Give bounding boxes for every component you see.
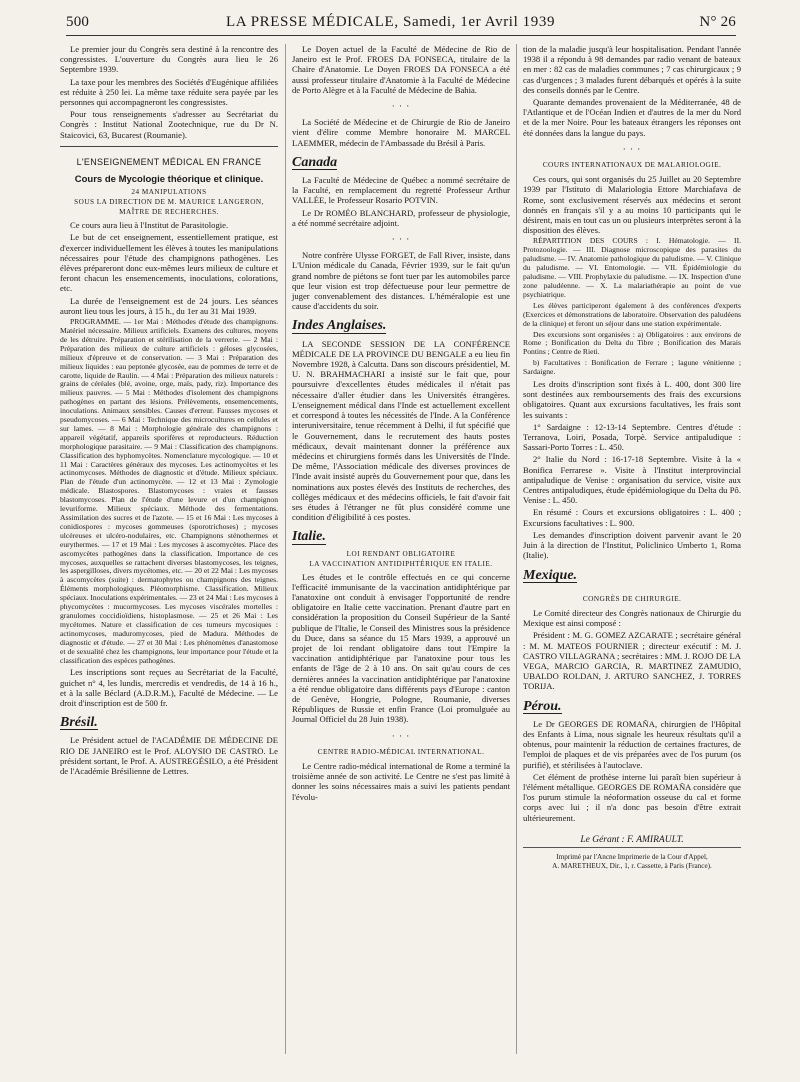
paragraph: Les études et le contrôle effectués en ce qui concerne l'efficacité immunisante de la vaccination antidiphtérique par l'anatoxine ont conduit à envisager l'opportunité de rendre obligatoire en Italie cette vaccination. Prenant d'autre part en considération la proposition du Conseil Supérieur de la Santé publique de l'Italie, le Conseil des Ministres sous la présidence du Duce, dans sa séance du 15 Mars 1939, a approuvé un projet de loi rendant obligatoire dans tout l'Empire la vaccination antidiphtérique par l'anatoxine pour tous les enfants de l'âge de 2 à 10 ans. On sait qu'au cours de ces dernières années la vaccination antidiphtérique par l'anatoxine a été rendue obligatoire dans différents pays d'Europe : canton de Genève, Hongrie, Pologne, Roumanie, diverses Républiques de Russie et enfin France (Loi promulguée au Journal Officiel du 28 Juin 1938). xyxy=(292,571,510,725)
paragraph: Le Président actuel de l'ACADÉMIE DE MÉDECINE DE RIO DE JANEIRO est le Prof. ALOYSIO DE CASTRO. Le président sortant, le Prof. A. AUSTREGÉSILO, a été Président de l'Académie Brésilienne de Lettres. xyxy=(60,735,278,777)
section-heading: L'ENSEIGNEMENT MÉDICAL EN FRANCE xyxy=(76,156,262,167)
paragraph: Les droits d'inscription sont fixés à L. 400, dont 300 lire sont destinées aux remboursements des frais des excursions obligatoires. Quant aux excursions facultatives, les frais sont les suivants : xyxy=(523,379,741,420)
paragraph: Cet élément de prothèse interne lui paraît bien supérieur à l'élément métallique. GEORGES DE ROMAÑA considère que l'os purum stimule la néoformation osseuse du cal et forme corps avec lui ; il n'a donc pas besoin d'être extrait ultérieurement. xyxy=(523,771,741,823)
paragraph: Le Centre radio-médical international de Rome a terminé la troisième année de son activité. Le Centre ne s'est pas limité à donner les soins nécessaires mais a suivi les patients pendant l'évolu- xyxy=(292,760,510,802)
paragraph: La durée de l'enseignement est de 24 jours. Les séances auront lieu tous les jours, à 15 h., du 1er au 31 Mai 1939. xyxy=(60,295,278,316)
paragraph: Pour tous renseignements s'adresser au Secrétariat du Congrès : Institut National Zootechnique, rue du Dr N. Staicovici, 63, Bucarest (Roumanie). xyxy=(60,109,278,140)
column-1 xyxy=(60,44,278,778)
separator-stars: · · · xyxy=(391,101,411,112)
paragraph: La taxe pour les membres des Sociétés d'Eugénique affiliées est réduite à 250 lei. La même taxe réduite sera payée par les personnes qui accompagneront les congressistes. xyxy=(60,76,278,108)
paragraph: Président : M. G. GOMEZ AZCARATE ; secrétaire général : M. M. MATEOS FOURNIER ; directeur exécutif : M. J. CASTRO VILLAGRANA ; secrétaires : MM. J. ROJO DE LA VEGA, MARCIO GARCIA, R. MARTINEZ ZAMUDIO, UBALDO ROLDAN, J. ARTURO SANCHEZ, J. TORRES TORIJA. xyxy=(523,630,741,692)
footer-rule xyxy=(523,847,741,848)
paragraph: Le Dr GEORGES DE ROMAÑA, chirurgien de l'Hôpital des Enfants à Lima, nous signale les heureux résultats qu'il a obtenus, pour maintenir la réduction de certaines fractures, de l'emploi de plaques et de vis préparées avec de l'os purum (os purifié), et stérilisées à l'autoclave. xyxy=(523,718,741,770)
paragraph: LA SECONDE SESSION DE LA CONFÉRENCE MÉDICALE DE LA PROVINCE DU BENGALE a eu lieu fin Novembre 1928, à Calcutta. Dans son discours présidentiel, M. U. N. BRAHMACHARI a insisté sur le fait que, pour poursuivre d'excellentes études médicales il n'était pas nécessaire d'aller étudier dans les Universités étrangères. L'enseignement médical dans l'Inde est actuellement excellent et correspond à toutes les nécessités de l'Inde. A la Conférence interuniversitaire, tenue récemment à Delhi, il fut spécifié que le Gouvernement, dans le recrutement des hauts postes médicaux, devait maintenant donner la préférence aux médecins et chirurgiens formés dans les Universités de l'Inde. De même, l'Association médicale des diverses provinces de l'Inde avait insisté auprès du Gouvernement pour que, dans les nominations aux postes élevés des Instituts de recherches, des collèges médicaux et des médecins officiels, le fait d'avoir fait ses études à l'étranger ne fût plus considéré comme une condition d'éligibilité à ces postes. xyxy=(292,338,510,523)
paragraph: Les élèves participeront également à des conférences d'experts (Exercices et démonstrations de laboratoire. Observation des paludéens de la clinique) et feront un séjour dans une station expérimentale. xyxy=(523,300,741,328)
paragraph: 2° Italie du Nord : 16-17-18 Septembre. Visite à la « Bonifica Ferrarese ». Visite à l'Institut interprovincial antipaludique de Venise : organisation du service, visite aux Centres antipaludiques, étude épidémiologique du Delta du Pô. Venise : L. 450. xyxy=(523,454,741,506)
programme-text: PROGRAMME. — 1er Mai : Méthodes d'étude des champignons. Matériel nécessaire. Milieux artificiels. Examens des cultures, moyens de les détruire. Préparation et stérilisation de la verrerie. — 2 Mai : Préparation des milieux de culture artificiels : géloses glycosées, milieux d'épreuve et de conservation. — 3 Mai : Préparation des milieux liquides : eau peptonée glycosée, eau de pommes de terre et de carotte, liquide de Raulin. — 4 Mai : Préparation des milieux naturels : grains de céréales (blé, avoine, orge, maïs, pady, riz). Importance des milieux pauvres. — 5 Mai : Méthodes d'isolement des champignons pathogènes en partant des lésions. Prélèvements, ensemencements, inoculations. Animaux sensibles. Causes d'erreur. Fausses mycoses et pseudomycoses. — 6 Mai : Technique des microcultures en cellules et sur lames. — 8 Mai : Morphologie générale des champignons : appareil végétatif, appareils sporifères et reproducteurs. Réduction morphologique parasitaire. — 9 Mai : Classification des champignons. Classification des hyphomycètes. Nomenclature mycologique. — 10 et 11 Mai : Caractères généraux des mycoses. Les actinomycètes et les actinomycoses. Méthodes de diagnostic et d'étude. Milieux spéciaux. Plan de l'étude d'un actinomycète. — 12 et 13 Mai : Zymologie médicale. Blastospores. Blastomycoses : vraies et fausses blastomycoses. Plan de l'étude d'une levure et d'un champignon levuriforme. Milieux spéciaux. Méthode des fermentations. Assimilation des sucres et de l'azote. — 15 et 16 Mai : Les mycoses à conidiospores : mycoses gommeuses (sporotrichoses) ; mycoses ulcéreuses et ulcéro-nodulaires, etc. Champignons sténothermes et eurythermes. — 17 et 19 Mai : Les mycoses à ascomycètes. Place des ascomycètes pathogènes dans la classification. Importance de ces mycoses, auxquelles se rattachent diverses blastomycoses, les teignes, les aspergilloses, divers mycétomes, etc. — 20 et 22 Mai : Les mycoses à ascomycètes (suite) : dermatophytes ou champignons des teignes. Éléments morphologiques. Pléomorphisme. Classification. Milieux spéciaux. Inoculations expérimentales. — 23 et 24 Mai : Les mycoses à phycomycètes : mucormycoses. Les mycoses viscérales mortelles : granulomes coccidioïdiens, histoplasmose. — 25 et 26 Mai : Les mycétomes. Nature et classification de ces tumeurs mycosiques : actinomycoses, maduromycoses, pied de Madura. Méthodes de diagnostic et d'étude. — 27 et 30 Mai : Les phénomènes d'anastomose et de sexualité chez les champignons, leur importance pour l'étude et la classification des espèces pathogènes. xyxy=(60,317,278,665)
paragraph: La Société de Médecine et de Chirurgie de Rio de Janeiro vient d'élire comme Membre honoraire M. MARCEL LAEMMER, médecin de l'Ambassade du Brésil à Paris. xyxy=(292,117,510,148)
gerant-line xyxy=(523,835,741,845)
paragraph: Les inscriptions sont reçues au Secrétariat de la Faculté, guichet n° 4, les lundis, mercredis et vendredis, de 14 à 16 h., et à la salle Béclard (A.D.R.M.), Faculté de Médecine. — Le droit d'inscription est de 500 fr. xyxy=(60,667,278,709)
column-3 xyxy=(523,44,741,871)
country-heading-canada: Canada xyxy=(292,154,338,170)
article-subtitle: CENTRE RADIO-MÉDICAL INTERNATIONAL. xyxy=(317,746,485,756)
separator-stars: · · · xyxy=(391,234,411,245)
paragraph: Notre confrère Ulysse FORGET, de Fall River, insiste, dans L'Union médicale du Canada, Février 1939, sur le fait qu'un grand nombre de piétons se font tuer par les automobiles parce que leur vision est trop défectueuse pour leur permettre de juger convenablement des distances. L'héméralopie est une cause d'accidents du soir. xyxy=(292,250,510,312)
issue-number: N° 26 xyxy=(699,14,736,30)
country-heading-bresil: Brésil. xyxy=(60,715,98,731)
course-subtitle: SOUS LA DIRECTION DE M. MAURICE LANGERON, xyxy=(74,198,264,207)
section-rule xyxy=(60,146,278,147)
country-heading-mexique: Mexique. xyxy=(523,567,578,583)
paragraph: Le Dr ROMÉO BLANCHARD, professeur de physiologie, a été nommé secrétaire adjoint. xyxy=(292,207,510,228)
paragraph: Ce cours aura lieu à l'Institut de Parasitologie. xyxy=(70,220,229,231)
paragraph: En résumé : Cours et excursions obligatoires : L. 400 ; Excursions facultatives : L. 900. xyxy=(523,507,741,528)
paragraph: Le Comité directeur des Congrès nationaux de Chirurgie du Mexique est ainsi composé : xyxy=(523,607,741,629)
paragraph: Les demandes d'inscription doivent parvenir avant le 20 Juin à la direction de l'Institut, Policlinico Umberto 1, Roma (Italie). xyxy=(523,529,741,561)
country-heading-italie: Italie. xyxy=(292,529,326,545)
page-number: 500 xyxy=(66,14,90,30)
paragraph: 1° Sardaigne : 12-13-14 Septembre. Centres d'étude : Terranova, Loiri, Posada, Torpè. Service antipaludique : Sassari-Porto Torres : L. 450. xyxy=(523,421,741,453)
printer-line: Imprimé par l'Ancne Imprimerie de la Cour d'Appel, xyxy=(556,852,708,861)
paragraph: Ces cours, qui sont organisés du 25 Juillet au 20 Septembre 1939 par l'Istituto di Malariologia Ettore Marchiafava de Rome, sont exclusivement réservés aux médecins et seront donnés en français s'il y a au moins 10 participants qui le désirent, mais en tout cas un ou plusieurs interprètes seront à la disposition des élèves. xyxy=(523,174,741,236)
article-subtitle: CONGRÈS DE CHIRURGIE. xyxy=(582,593,682,603)
gerant-text: Le Gérant : F. AMIRAULT. xyxy=(580,834,684,845)
paragraph: Le premier jour du Congrès sera destiné à la rencontre des congressistes. L'ouverture du Congrès aura lieu le 26 Septembre 1939. xyxy=(60,44,278,75)
printer-credit xyxy=(523,853,741,871)
column-2 xyxy=(292,44,510,804)
separator-stars: · · · xyxy=(391,730,411,741)
paragraph: Des excursions sont organisées : a) Obligatoires : aux environs de Rome ; Bonification du Delta du Tibre ; Bonification des Marais Pontins ; Centre de Rieti. xyxy=(523,329,741,357)
country-heading-indes: Indes Anglaises. xyxy=(292,318,387,334)
column-divider xyxy=(516,44,517,1054)
article-subtitle: LA VACCINATION ANTIDIPHTÉRIQUE EN ITALIE. xyxy=(309,559,493,568)
paragraph: RÉPARTITION DES COURS : I. Hématologie. — II. Protozoologie. — III. Diagnose microscopique des parasites du paludisme. — IV. Anatomie pathologique du paludisme. — V. Clinique du paludisme. — VI. Entomologie. — VII. Épidémiologie du paludisme. — VIII. Prophylaxie du paludisme. — IX. Inspection d'une zone paludéenne. — X. La malariathérapie au point de vue psychiatrique. xyxy=(523,236,741,299)
paragraph: tion de la maladie jusqu'à leur hospitalisation. Pendant l'année 1938 il a répondu à 98 demandes par radio venant de bateaux en mer : 82 cas de maladies communes ; 7 cas chirurgicaux ; 9 cas d'urgences ; 3 malades furent débarqués et opérés à la suite des conseils donnés par le Centre. xyxy=(523,44,741,95)
course-subtitle: MAÎTRE DE RECHERCHES. xyxy=(119,208,219,217)
course-subtitle: 24 MANIPULATIONS xyxy=(131,188,207,197)
separator-stars: · · · xyxy=(622,143,642,154)
paragraph: Quarante demandes provenaient de la Méditerranée, 48 de l'Atlantique et de l'Océan Indien et d'autres de la mer du Nord et de la mer Noire. Pour les bateaux étrangers les réponses ont été données dans la langue du pays. xyxy=(523,97,741,138)
country-heading-perou: Pérou. xyxy=(523,698,562,714)
article-subtitle: COURS INTERNATIONAUX DE MALARIOLOGIE. xyxy=(542,160,722,170)
article-subtitle: LOI RENDANT OBLIGATOIRE xyxy=(346,549,456,558)
paragraph: Le but de cet enseignement, essentiellement pratique, est d'exercer individuellement les élèves à toutes les manipulations nécessaires pour l'étude des champignons pathogènes. Les élèves prépareront donc eux-mêmes leurs milieux de culture et feront chacun les ensemencements, inoculations, colorations, etc. xyxy=(60,232,278,294)
paragraph: Le Doyen actuel de la Faculté de Médecine de Rio de Janeiro est le Prof. FROES DA FONSECA, titulaire de la Chaire d'Anatomie. Le Doyen FROES DA FONSECA a été aussi professeur titulaire d'Anatomie à la Faculté de Médecine de Porto Alègre et à la Faculté de Médecine de Bahia. xyxy=(292,44,510,95)
printer-line: A. MARETHEUX, Dir., 1, r. Cassette, à Paris (France). xyxy=(552,861,712,870)
paragraph: b) Facultatives : Bonification de Ferrare ; lagune vénitienne ; Sardaigne. xyxy=(523,358,741,377)
course-title: Cours de Mycologie théorique et clinique. xyxy=(74,174,264,186)
column-divider xyxy=(285,44,286,1054)
journal-title: LA PRESSE MÉDICALE, Samedi, 1er Avril 1939 xyxy=(226,14,556,30)
header-rule xyxy=(66,35,736,36)
paragraph: La Faculté de Médecine de Québec a nommé secrétaire de la Faculté, en remplacement du regretté Professeur Arthur VALLÉE, le Professeur Rosario POTVIN. xyxy=(292,175,510,206)
